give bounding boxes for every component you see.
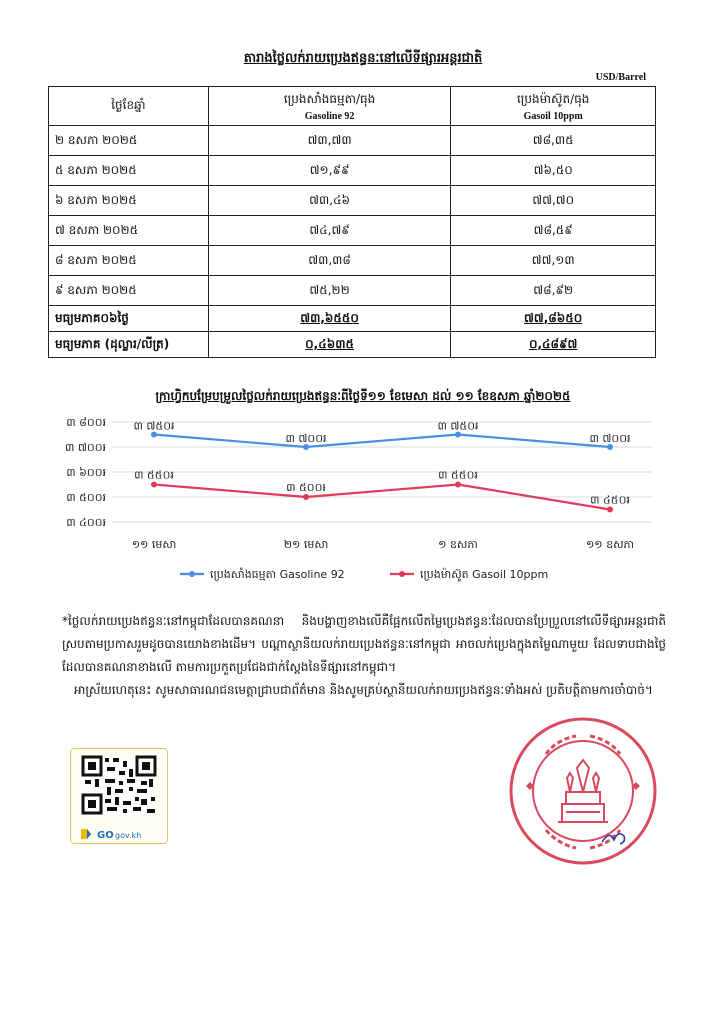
cell-gasoil: ៧៨,៣៥ bbox=[451, 126, 656, 156]
data-point bbox=[151, 482, 157, 488]
data-label: ៣ ៧០០៛ bbox=[285, 432, 327, 445]
table-row bbox=[49, 246, 656, 276]
cell-date: ៩ ឧសភា ២០២៥ bbox=[49, 276, 209, 306]
table-title: តារាងថ្លៃលក់រាយប្រេងឥន្ធនៈនៅលើទីផ្សារអន្តរជាតិ bbox=[243, 51, 483, 66]
header-gasoil: ប្រេងម៉ាស៊ូត/ធុង Gasoil 10ppm bbox=[451, 87, 656, 126]
y-tick-label: ៣ ៨០០៛ bbox=[66, 416, 106, 429]
x-tick-label: ១១ មេសា bbox=[131, 538, 177, 551]
cell-date: ៥ ឧសភា ២០២៥ bbox=[49, 156, 209, 186]
per-liter-row bbox=[49, 332, 656, 358]
chart-title: ក្រាហ្វិកបម្រែបម្រួលថ្លៃលក់រាយប្រេងឥន្ធនៈពីថ្ងៃទី១១ ខែមេសា ដល់ ១១ ខែឧសភា ឆ្នាំ២០២៥ bbox=[155, 389, 571, 403]
per-liter-gasoil: ០,៤៨៩៧ bbox=[451, 332, 656, 358]
legend-marker bbox=[399, 571, 405, 577]
data-label: ៣ ៧០០៛ bbox=[589, 432, 631, 445]
table-row bbox=[49, 276, 656, 306]
qr-brand: GO bbox=[97, 830, 114, 841]
cell-gasoline: ៧៤,៧៩ bbox=[208, 216, 451, 246]
cell-date: ៨ ឧសភា ២០២៥ bbox=[49, 246, 209, 276]
official-seal-icon bbox=[506, 714, 660, 868]
data-point bbox=[455, 482, 461, 488]
cell-gasoline: ៧៣,៤៦ bbox=[208, 186, 451, 216]
cell-gasoil: ៧៧,៧០ bbox=[451, 186, 656, 216]
cell-gasoil: ៧៨,៥៩ bbox=[451, 216, 656, 246]
average-gasoil: ៧៧,៨៦៥០ bbox=[451, 306, 656, 332]
x-tick-label: ២១ មេសា bbox=[283, 538, 329, 551]
qr-domain: gov.kh bbox=[115, 831, 142, 840]
y-tick-label: ៣ ៦០០៛ bbox=[66, 466, 106, 479]
series-line bbox=[154, 435, 610, 448]
cell-gasoil: ៧៦,៥០ bbox=[451, 156, 656, 186]
table-row bbox=[49, 156, 656, 186]
note-paragraph-1: *ថ្លៃលក់រាយប្រេងឥន្ធនៈនៅកម្ពុជាដែលបានគណនា និងបង្ហាញខាងលើគឺផ្អែកលើតម្លៃប្រេងឥន្ធនៈដែលបានប្រែប្រួលនៅលើទីផ្សារអន្តរជាតិ ស្របតាមប្រកាសរួមដូចបានយោងខាងដើម។ បណ្តាស្ថានីយលក់រាយប្រេងឥន្ធនៈនៅកម្ពុជា អាចលក់ប្រេងក្នុងតម្លៃណាមួយ ដែលទាបជាងថ្លៃដែលបានគណនាខាងលើ តាមការប្រកួតប្រជែងជាក់ស្តែងនៃទីផ្សារនៅកម្ពុជា។ bbox=[62, 614, 666, 674]
table-row bbox=[49, 186, 656, 216]
gov-logo-icon bbox=[81, 829, 91, 839]
qr-code-icon bbox=[81, 755, 157, 815]
average-gasoline: ៧៣,៦៥៥០ bbox=[208, 306, 451, 332]
table-row bbox=[49, 126, 656, 156]
y-tick-label: ៣ ៤០០៛ bbox=[66, 516, 106, 529]
cell-date: ៦ ឧសភា ២០២៥ bbox=[49, 186, 209, 216]
x-tick-label: ១១ ឧសភា bbox=[585, 538, 635, 551]
data-label: ៣ ៥០០៛ bbox=[286, 481, 326, 494]
average-row bbox=[49, 306, 656, 332]
note-paragraph-2: អាស្រ័យហេតុនេះ សូមសាធារណជនមេត្តាជ្រាបជាព័ត៌មាន និងសូមគ្រប់ស្ថានីយលក់រាយប្រេងឥន្ធនៈទាំងអស់ ប្រតិបត្តិតាមការចាំបាច់។ bbox=[74, 683, 653, 697]
table-header-row bbox=[49, 87, 656, 126]
cell-gasoline: ៧៣,៣៨ bbox=[208, 246, 451, 276]
average-label: មធ្យមភាគ០៦ថ្ងៃ bbox=[49, 306, 209, 332]
header-gasoline: ប្រេងសាំងធម្មតា/ធុង Gasoline 92 bbox=[208, 87, 451, 126]
data-label: ៣ ៧៥០៛ bbox=[133, 419, 175, 433]
cell-date: ៧ ឧសភា ២០២៥ bbox=[49, 216, 209, 246]
data-label: ៣ ៧៥០៛ bbox=[437, 419, 479, 433]
header-date: ថ្ងៃខែឆ្នាំ bbox=[49, 87, 209, 126]
price-line-chart bbox=[40, 404, 680, 594]
cell-gasoline: ៧៣,៧៣ bbox=[208, 126, 451, 156]
y-tick-label: ៣ ៥០០៛ bbox=[66, 491, 106, 504]
per-liter-label: មធ្យមភាគ (ដុល្លារ/លីត្រ) bbox=[49, 332, 209, 358]
legend-marker bbox=[189, 571, 195, 577]
qr-code-card[interactable] bbox=[70, 748, 168, 844]
data-label: ៣ ៤៥០៛ bbox=[590, 493, 630, 507]
legend-label: ប្រេងម៉ាស៊ូត Gasoil 10ppm bbox=[420, 568, 549, 581]
legend-label: ប្រេងសាំងធម្មតា Gasoline 92 bbox=[210, 568, 345, 581]
note-text bbox=[62, 610, 666, 702]
unit-label: USD/Barrel bbox=[595, 72, 646, 83]
cell-gasoline: ៧១,៩៩ bbox=[208, 156, 451, 186]
data-label: ៣ ៥៥០៛ bbox=[438, 468, 478, 482]
per-liter-gasoline: ០,៤៦៣៥ bbox=[208, 332, 451, 358]
data-point bbox=[607, 507, 613, 513]
data-label: ៣ ៥៥០៛ bbox=[134, 468, 174, 482]
table-row bbox=[49, 216, 656, 246]
cell-gasoline: ៧៥,២២ bbox=[208, 276, 451, 306]
cell-gasoil: ៧៨,៩២ bbox=[451, 276, 656, 306]
cell-date: ២ ឧសភា ២០២៥ bbox=[49, 126, 209, 156]
x-tick-label: ១ ឧសភា bbox=[438, 538, 478, 551]
cell-gasoil: ៧៧,១៣ bbox=[451, 246, 656, 276]
price-table bbox=[48, 86, 656, 358]
y-tick-label: ៣ ៧០០៛ bbox=[65, 441, 106, 454]
data-point bbox=[303, 494, 309, 500]
